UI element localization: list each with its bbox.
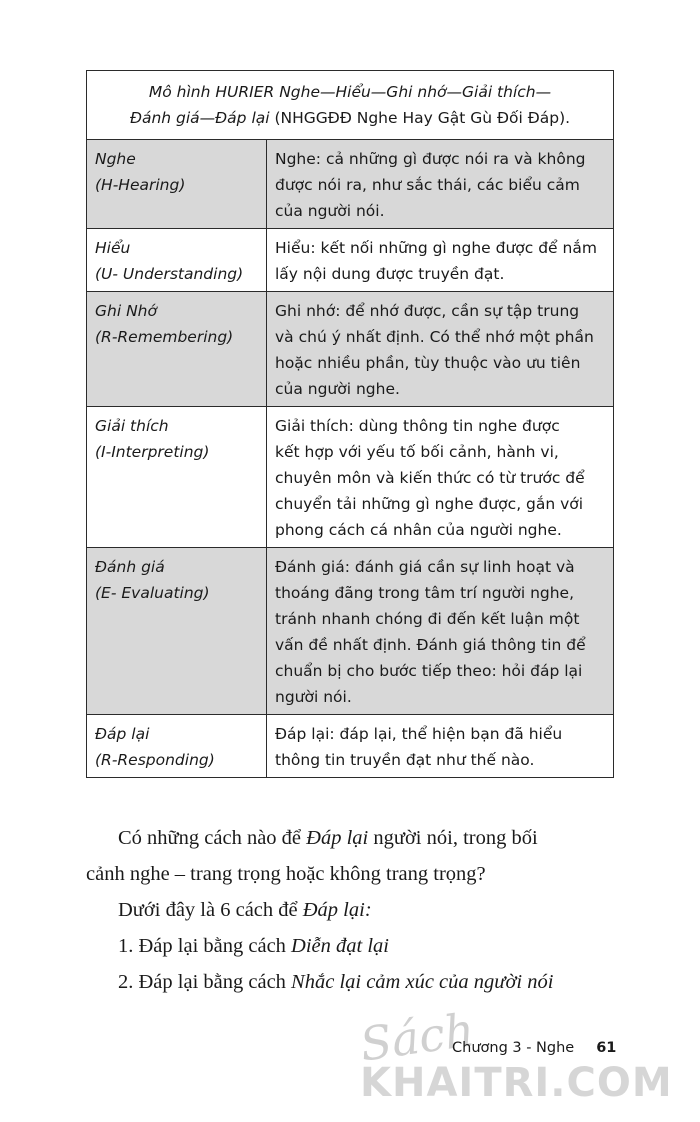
label-line: (H-Hearing)	[95, 176, 186, 194]
description-line: chuyển tải những gì nghe được, gắn với	[275, 495, 584, 513]
watermark-script: Sách	[356, 1002, 478, 1072]
chapter-label: Chương 3 - Nghe	[452, 1040, 575, 1056]
description-line: thoáng đãng trong tâm trí người nghe,	[275, 584, 575, 602]
description-line: của người nghe.	[275, 380, 400, 398]
description-line: phong cách cá nhân của người nghe.	[275, 521, 562, 539]
row-description	[267, 140, 614, 229]
description-line: Đáp lại: đáp lại, thể hiện bạn đã hiểu	[275, 725, 563, 743]
table-row	[87, 407, 614, 548]
row-label	[87, 140, 267, 229]
label-line: Đánh giá	[95, 558, 165, 576]
description-line: Ghi nhớ: để nhớ được, cần sự tập trung	[275, 302, 580, 320]
description-line: chuẩn bị cho bước tiếp theo: hỏi đáp lại	[275, 662, 583, 680]
list-item: 1. Đáp lại bằng cách Diễn đạt lại	[118, 935, 389, 957]
label-line: (I-Interpreting)	[95, 443, 210, 461]
description-line: lấy nội dung được truyền đạt.	[275, 265, 505, 283]
description-line: thông tin truyền đạt như thế nào.	[275, 751, 535, 769]
description-line: và chú ý nhất định. Có thể nhớ một phần	[275, 328, 594, 346]
label-line: Ghi Nhớ	[95, 302, 157, 320]
description-line: hoặc nhiều phần, tùy thuộc vào ưu tiên	[275, 354, 581, 372]
table-row	[87, 292, 614, 407]
table-row	[87, 715, 614, 778]
label-line: (E- Evaluating)	[95, 584, 210, 602]
description-line: Nghe: cả những gì được nói ra và không	[275, 150, 586, 168]
paragraph-question: Có những cách nào để Đáp lại người nói, trong bối	[118, 827, 538, 849]
table-row	[87, 229, 614, 292]
body-text	[86, 820, 628, 1000]
label-line: (U- Understanding)	[95, 265, 244, 283]
row-label	[87, 292, 267, 407]
description-line: tránh nhanh chóng đi đến kết luận một	[275, 610, 580, 628]
page-footer	[452, 1040, 616, 1056]
row-label	[87, 548, 267, 715]
row-label	[87, 715, 267, 778]
table-caption: Mô hình HURIER Nghe—Hiểu—Ghi nhớ—Giải thích— Đánh giá—Đáp lại (NHGGĐĐ Nghe Hay Gật Gù Đối Đáp).	[87, 71, 614, 140]
row-label	[87, 407, 267, 548]
watermark-text: KHAITRI.COM	[360, 1060, 673, 1106]
hurier-table	[86, 70, 614, 778]
description-line: của người nói.	[275, 202, 385, 220]
description-line: Giải thích: dùng thông tin nghe được	[275, 417, 560, 435]
row-description	[267, 292, 614, 407]
description-line: vấn đề nhất định. Đánh giá thông tin để	[275, 636, 586, 654]
label-line: (R-Responding)	[95, 751, 215, 769]
row-description	[267, 548, 614, 715]
table-row	[87, 548, 614, 715]
label-line: (R-Remembering)	[95, 328, 234, 346]
table-row	[87, 140, 614, 229]
label-line: Đáp lại	[95, 725, 150, 743]
row-label	[87, 229, 267, 292]
row-description	[267, 407, 614, 548]
paragraph-question-cont: cảnh nghe – trang trọng hoặc không trang trọng?	[86, 863, 486, 885]
label-line: Hiểu	[95, 239, 131, 257]
description-line: kết hợp với yếu tố bối cảnh, hành vi,	[275, 443, 559, 461]
page-number: 61	[596, 1040, 617, 1056]
description-line: Hiểu: kết nối những gì nghe được để nắm	[275, 239, 597, 257]
description-line: được nói ra, như sắc thái, các biểu cảm	[275, 176, 580, 194]
label-line: Giải thích	[95, 417, 169, 435]
description-line: Đánh giá: đánh giá cần sự linh hoạt và	[275, 558, 575, 576]
description-line: người nói.	[275, 688, 352, 706]
description-line: chuyên môn và kiến thức có từ trước để	[275, 469, 585, 487]
row-description	[267, 229, 614, 292]
paragraph-intro: Dưới đây là 6 cách để Đáp lại:	[118, 899, 372, 921]
row-description	[267, 715, 614, 778]
label-line: Nghe	[95, 150, 136, 168]
list-item: 2. Đáp lại bằng cách Nhắc lại cảm xúc của người nói	[118, 971, 554, 993]
